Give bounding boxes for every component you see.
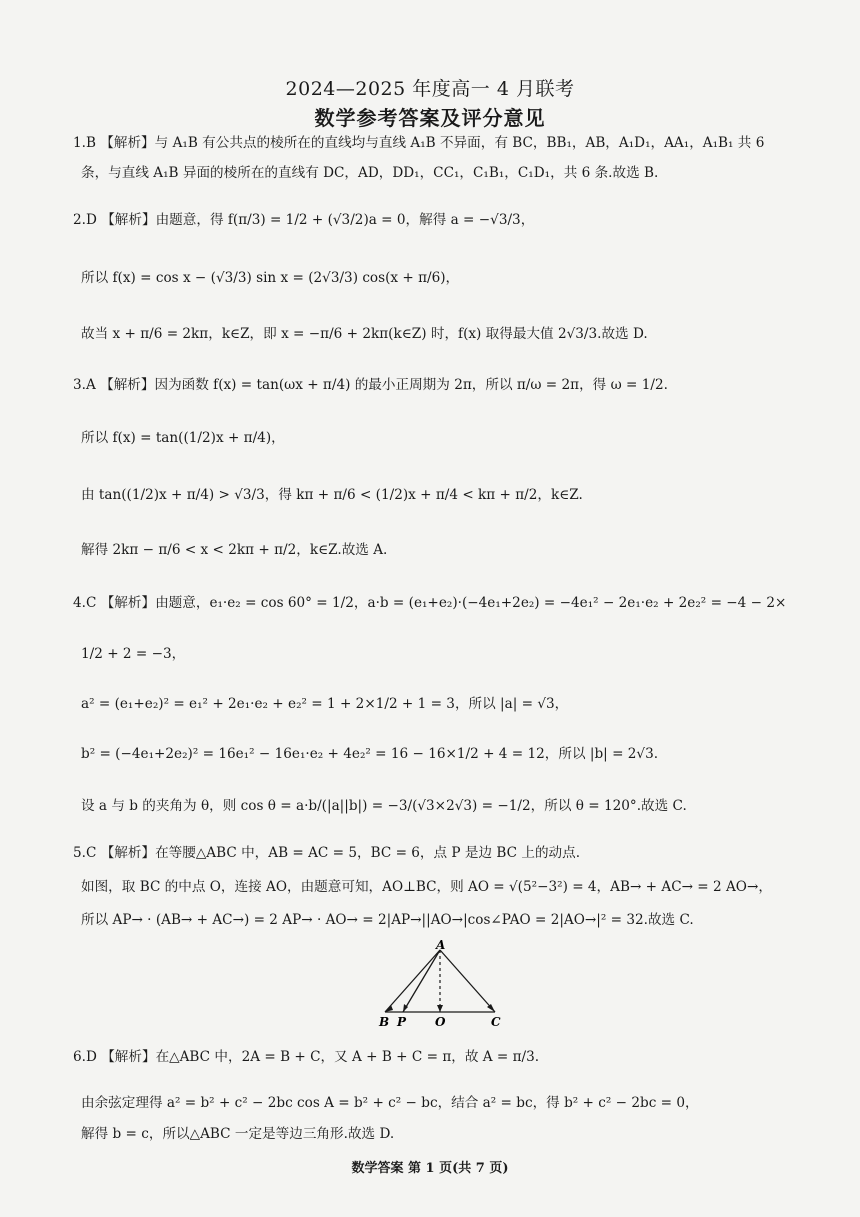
- q5-line-1: 5.C 【解析】在等腰△ABC 中，AB = AC = 5，BC = 6，点 P 是边 BC 上的动点.: [73, 845, 581, 861]
- arrow-o: [437, 1005, 443, 1012]
- q4-line-5: 设 a 与 b 的夹角为 θ，则 cos θ = a·b/(|a||b|) = −3/(√3×2√3) = −1/2，所以 θ = 120°.故选 C.: [81, 798, 687, 814]
- q4-line-1: 4.C 【解析】由题意，e₁·e₂ = cos 60° = 1/2，a·b = (e₁+e₂)·(−4e₁+2e₂) = −4e₁² − 2e₁·e₂ + 2e₂² = −4 − 2×: [73, 595, 787, 611]
- q3-line-1: 3.A 【解析】因为函数 f(x) = tan(ωx + π/4) 的最小正周期为 2π，所以 π/ω = 2π，得 ω = 1/2.: [73, 377, 668, 393]
- label-b: B: [379, 1015, 390, 1029]
- q6-line-1: 6.D 【解析】在△ABC 中，2A = B + C，又 A + B + C = π，故 A = π/3.: [73, 1049, 540, 1065]
- q4-line-2: 1/2 + 2 = −3，: [81, 646, 186, 662]
- q2-line-1: 2.D 【解析】由题意，得 f(π/3) = 1/2 + (√3/2)a = 0，解得 a = −√3/3，: [73, 212, 535, 228]
- label-c: C: [491, 1015, 501, 1029]
- label-a: A: [436, 940, 446, 952]
- q5-line-3: 所以 AP→ · (AB→ + AC→) = 2 AP→ · AO→ = 2|AP→||AO→|cos∠PAO = 2|AO→|² = 32.故选 C.: [81, 912, 694, 928]
- page-title: 2024—2025 年度高一 4 月联考: [285, 78, 575, 100]
- arrow-b: [385, 1005, 393, 1012]
- q2-line-3: 故当 x + π/6 = 2kπ，k∈Z，即 x = −π/6 + 2kπ(k∈Z) 时，f(x) 取得最大值 2√3/3.故选 D.: [81, 326, 648, 342]
- q1-line-2: 条，与直线 A₁B 异面的棱所在的直线有 DC，AD，DD₁，CC₁，C₁B₁，C₁D₁，共 6 条.故选 B.: [81, 165, 659, 181]
- q6-line-3: 解得 b = c，所以△ABC 一定是等边三角形.故选 D.: [81, 1126, 395, 1142]
- label-o: O: [435, 1015, 446, 1029]
- q5-line-2: 如图，取 BC 的中点 O，连接 AO，由题意可知，AO⊥BC，则 AO = √(5²−3²) = 4，AB→ + AC→ = 2 AO→，: [81, 879, 772, 895]
- q2-line-2: 所以 f(x) = cos x − (√3/3) sin x = (2√3/3) cos(x + π/6)，: [81, 270, 460, 286]
- q3-line-3: 由 tan((1/2)x + π/4) > √3/3，得 kπ + π/6 < (1/2)x + π/4 < kπ + π/2，k∈Z.: [81, 487, 583, 503]
- page-footer: 数学答案 第 1 页(共 7 页): [351, 1161, 509, 1176]
- page-subtitle: 数学参考答案及评分意见: [314, 106, 546, 130]
- triangle-figure: [370, 940, 520, 1035]
- label-p: P: [397, 1015, 407, 1029]
- segment-ab: [385, 950, 440, 1012]
- q1-line-1: 1.B 【解析】与 A₁B 有公共点的棱所在的直线均与直线 A₁B 不异面，有 BC，BB₁，AB，A₁D₁，AA₁，A₁B₁ 共 6: [73, 135, 765, 151]
- segment-ac: [440, 950, 495, 1012]
- segment-ap: [403, 950, 440, 1012]
- q3-line-4: 解得 2kπ − π/6 < x < 2kπ + π/2，k∈Z.故选 A.: [81, 542, 388, 558]
- q4-line-3: a² = (e₁+e₂)² = e₁² + 2e₁·e₂ + e₂² = 1 + 2×1/2 + 1 = 3，所以 |a| = √3，: [81, 696, 569, 712]
- q3-line-2: 所以 f(x) = tan((1/2)x + π/4)，: [81, 430, 285, 446]
- q4-line-4: b² = (−4e₁+2e₂)² = 16e₁² − 16e₁·e₂ + 4e₂² = 16 − 16×1/2 + 4 = 12，所以 |b| = 2√3.: [81, 746, 659, 762]
- q6-line-2: 由余弦定理得 a² = b² + c² − 2bc cos A = b² + c² − bc，结合 a² = bc，得 b² + c² − 2bc = 0，: [81, 1095, 699, 1111]
